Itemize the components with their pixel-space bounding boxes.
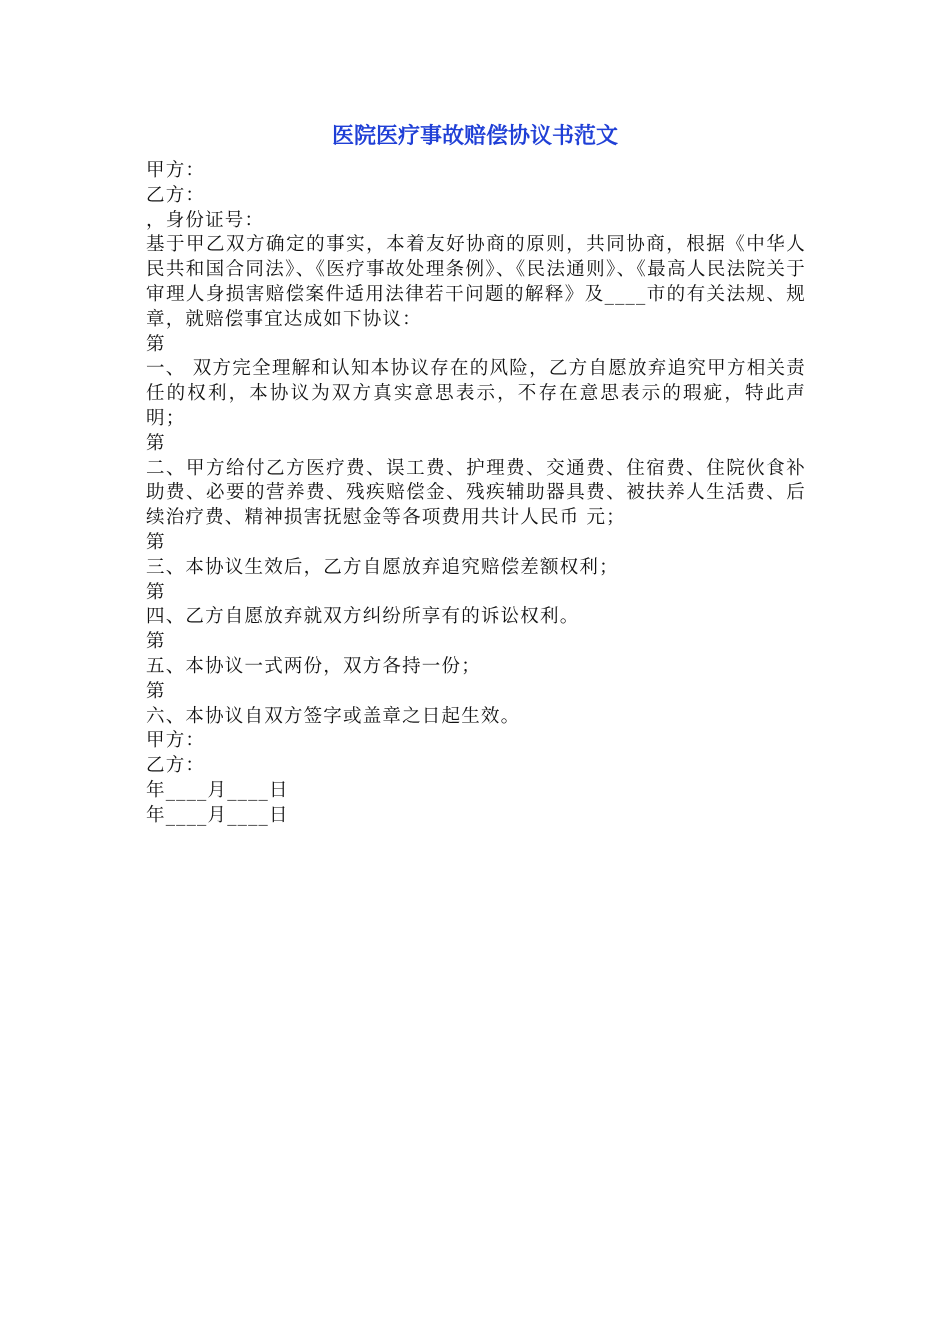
clause-marker: 第 <box>146 531 166 553</box>
clause-6-text: 六、本协议自双方签字或盖章之日起生效。 <box>146 705 521 727</box>
signature-a-label: 甲方： <box>146 730 206 752</box>
signature-b-label: 乙方： <box>146 755 206 777</box>
clause-marker: 第 <box>146 680 166 702</box>
clause-marker: 第 <box>146 333 166 355</box>
clause-1-text: 一、 双方完全理解和认知本协议存在的风险，乙方自愿放弃追究甲方相关责任的权利，本协议为双方真实意思表示，不存在意思表示的瑕疵，特此声明； <box>146 358 806 429</box>
date-line-1: 年____月____日 <box>146 779 289 801</box>
id-number-label: ，身份证号： <box>146 209 265 231</box>
clause-marker: 第 <box>146 581 166 603</box>
clause-2-text: 二、甲方给付乙方医疗费、误工费、护理费、交通费、住宿费、住院伙食补助费、必要的营养费、残疾赔偿金、残疾辅助器具费、被扶养人生活费、后续治疗费、精神损害抚慰金等各项费用共计人民币 元； <box>146 457 806 529</box>
clause-marker: 第 <box>146 631 166 653</box>
party-b-label: 乙方： <box>146 184 206 206</box>
clause-marker: 第 <box>146 432 166 454</box>
preamble-paragraph: 基于甲乙双方确定的事实，本着友好协商的原则，共同协商，根据《中华人民共和国合同法》、《医疗事故处理条例》、《民法通则》、《最高人民法院关于审理人身损害赔偿案件适用法律若干问题的解释》及____市的有关法规、规章，就赔偿事宜达成如下协议： <box>146 234 806 330</box>
party-a-label: 甲方： <box>146 160 206 181</box>
date-line-2: 年____月____日 <box>146 804 289 826</box>
clause-3-text: 三、本协议生效后，乙方自愿放弃追究赔偿差额权利； <box>146 556 619 578</box>
clause-5-text: 五、本协议一式两份，双方各持一份； <box>146 655 481 677</box>
clause-4-text: 四、乙方自愿放弃就双方纠纷所享有的诉讼权利。 <box>146 606 580 628</box>
document-body <box>146 159 806 829</box>
document-title: 医院医疗事故赔偿协议书范文 <box>331 124 618 149</box>
